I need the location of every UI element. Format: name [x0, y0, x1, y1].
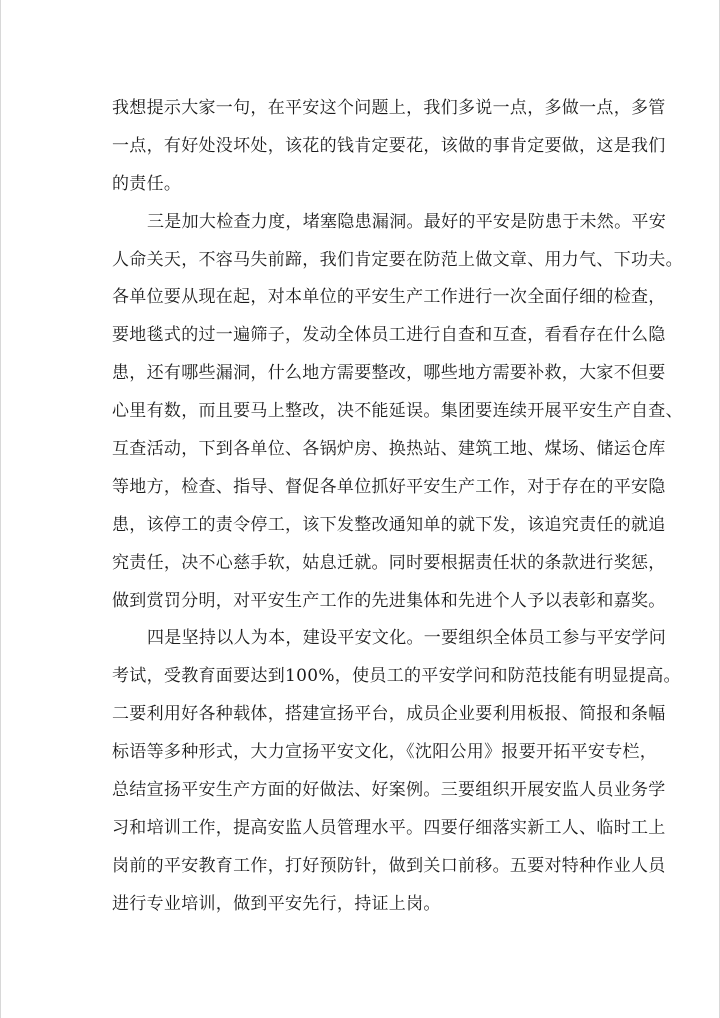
text-line: 究责任，决不心慈手软，姑息迁就。同时要根据责任状的条款进行奖惩， — [112, 552, 666, 573]
text-line: 要地毯式的过一遍筛子，发动全体员工进行自查和互查，看看存在什么隐 — [112, 325, 666, 346]
paragraph-start-line: 三是加大检查力度，堵塞隐患漏洞。最好的平安是防患于未然。平安 — [147, 211, 666, 232]
text-line: 等地方，检查、指导、督促各单位抓好平安生产工作，对于存在的平安隐 — [112, 476, 666, 497]
text-line: 患，该停工的责令停工，该下发整改通知单的就下发，该追究责任的就追 — [112, 514, 666, 535]
text-line: 互查活动，下到各单位、各锅炉房、换热站、建筑工地、煤场、储运仓库 — [112, 439, 666, 460]
document-body — [112, 90, 683, 924]
text-line: 一点，有好处没坏处，该花的钱肯定要花，该做的事肯定要做，这是我们 — [112, 135, 666, 156]
text-line: 总结宣扬平安生产方面的好做法、好案例。三要组织开展安监人员业务学 — [112, 780, 666, 801]
text-line: 进行专业培训，做到平安先行，持证上岗。 — [112, 893, 441, 914]
text-line: 患，还有哪些漏洞，什么地方需要整改，哪些地方需要补救，大家不但要 — [112, 363, 666, 384]
text-line: 人命关天，不容马失前蹄，我们肯定要在防范上做文章、用力气、下功夫。 — [112, 249, 683, 270]
text-line: 各单位要从现在起，对本单位的平安生产工作进行一次全面仔细的检查， — [112, 287, 666, 308]
text-line: 岗前的平安教育工作，打好预防针，做到关口前移。五要对特种作业人员 — [112, 855, 666, 876]
text-line: 标语等多种形式，大力宣扬平安文化，《沈阳公用》报要开拓平安专栏， — [112, 742, 658, 763]
text-line: 心里有数，而且要马上整改，决不能延误。集团要连续开展平安生产自查、 — [112, 401, 683, 422]
text-line: 我想提示大家一句，在平安这个问题上，我们多说一点，多做一点，多管 — [112, 98, 666, 118]
text-line: 考试，受教育面要达到100%，使员工的平安学问和防范技能有明显提高。 — [112, 666, 681, 687]
text-line: 习和培训工作，提高安监人员管理水平。四要仔细落实新工人、临时工上 — [112, 817, 666, 838]
text-line: 的责任。 — [112, 173, 182, 194]
text-line: 做到赏罚分明，对平安生产工作的先进集体和先进个人予以表彰和嘉奖。 — [112, 590, 666, 611]
text-line: 二要利用好各种载体，搭建宣扬平台，成员企业要利用板报、简报和条幅 — [112, 704, 666, 725]
paragraph-start-line: 四是坚持以人为本，建设平安文化。一要组织全体员工参与平安学问 — [147, 628, 666, 649]
